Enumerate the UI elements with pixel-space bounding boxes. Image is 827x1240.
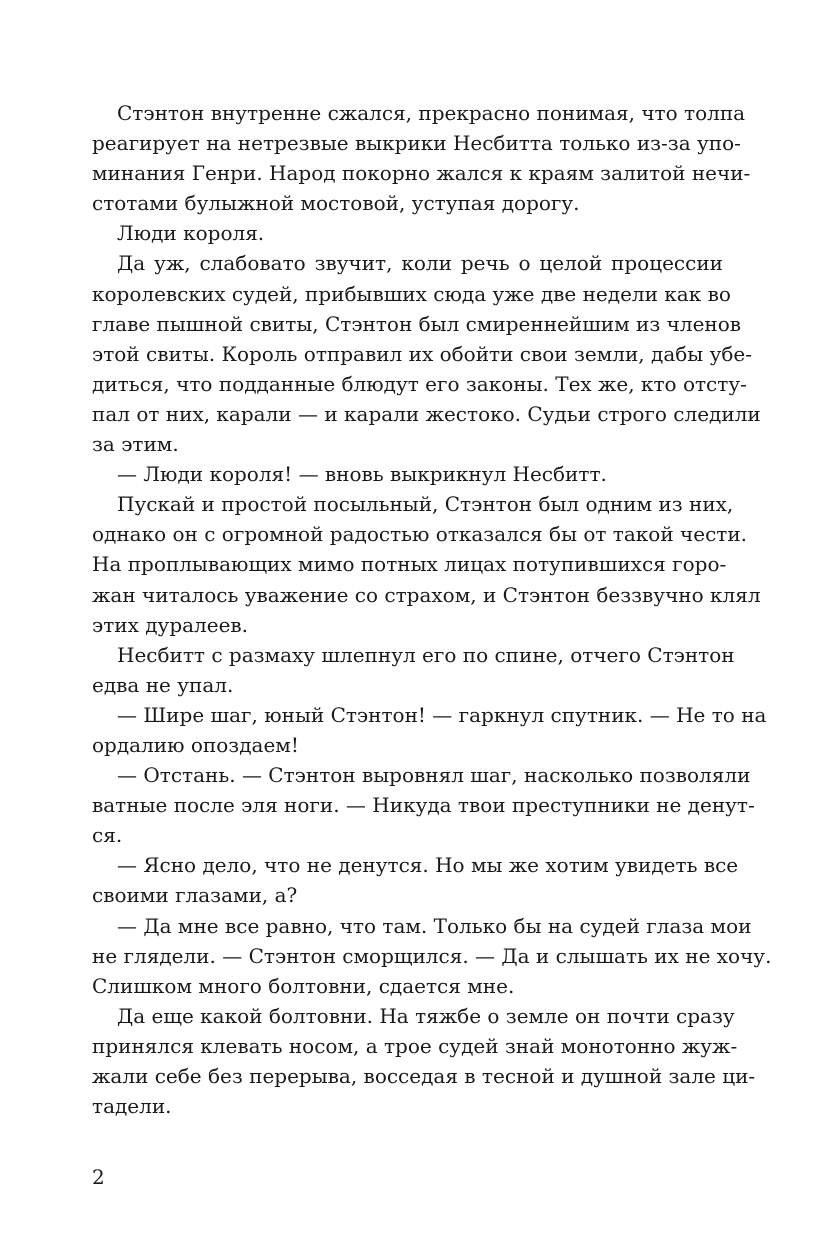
paragraph: [92, 218, 723, 248]
text-line: — Ясно дело, что не денутся. Но мы же хотим увидеть все: [117, 853, 739, 878]
text-line: не глядели. — Стэнтон сморщился. — Да и слышать их не хочу.: [92, 943, 772, 968]
text-line: — Люди короля! — вновь выкрикнул Несбитт.: [117, 462, 607, 487]
text-line: тадели.: [92, 1094, 172, 1119]
text-line: едва не упал.: [92, 672, 234, 697]
text-line: Да еще какой болтовни. На тяжбе о земле он почти сразу: [117, 1003, 735, 1028]
text-line: этой свиты. Король отправил их обойти свои земли, дабы убе-: [92, 341, 752, 366]
text-line: диться, что подданные блюдут его законы. Тех же, кто отсту-: [92, 371, 747, 396]
text-line: пал от них, карали — и карали жестоко. Судьи строго следили: [92, 401, 761, 426]
text-line: Пускай и простой посыльный, Стэнтон был одним из них,: [117, 492, 734, 517]
text-line: Несбитт с размаху шлепнул его по спине, отчего Стэнтон: [117, 642, 735, 667]
text-line: жан читалось уважение со страхом, и Стэнтон беззвучно клял: [92, 582, 761, 607]
text-line: главе пышной свиты, Стэнтон был смиреннейшим из членов: [92, 311, 742, 336]
text-line: своими глазами, а?: [92, 883, 298, 908]
text-line: ватные после эля ноги. — Никуда твои преступники не денут-: [92, 793, 755, 818]
text-line: ордалию опоздаем!: [92, 732, 299, 757]
text-line: королевских судей, прибывших сюда уже две недели как во: [92, 281, 731, 306]
paragraph: [92, 760, 755, 850]
text-line: На проплывающих мимо потных лицах потупившихся горо-: [92, 552, 727, 577]
paragraph: [92, 248, 761, 459]
paragraph: [92, 489, 761, 639]
paragraph: [92, 911, 772, 1001]
paragraph: [92, 850, 739, 910]
text-line: Да уж, слабовато звучит, коли речь о целой процессии: [117, 251, 723, 276]
text-line: принялся клевать носом, а трое судей знай монотонно жуж-: [92, 1033, 738, 1058]
text-line: ся.: [92, 823, 123, 848]
text-line: жали себе без перерыва, восседая в тесной и душной зале ци-: [92, 1064, 756, 1088]
paragraph: [92, 1001, 756, 1121]
text-line: Слишком много болтовни, сдается мне.: [92, 973, 515, 998]
text-line: стотами булыжной мостовой, уступая дорогу.: [92, 191, 580, 216]
text-line: — Отстань. — Стэнтон выровнял шаг, насколько позволяли: [117, 763, 751, 788]
text-line: однако он с огромной радостью отказался бы от такой чести.: [92, 522, 748, 547]
paragraph: [92, 98, 751, 218]
paragraph: [92, 700, 767, 760]
paragraph: [92, 640, 735, 700]
text-line: этих дуралеев.: [92, 612, 249, 637]
paragraph: [92, 459, 723, 489]
page-number: 2: [92, 1165, 105, 1189]
text-line: за этим.: [92, 432, 179, 457]
body-text: [92, 98, 772, 1121]
text-line: — Шире шаг, юный Стэнтон! — гаркнул спутник. — Не то на: [117, 702, 767, 727]
text-line: — Да мне все равно, что там. Только бы на судей глаза мои: [117, 913, 752, 938]
text-line: Стэнтон внутренне сжался, прекрасно понимая, что толпа: [117, 101, 746, 125]
text-line: минания Генри. Народ покорно жался к краям залитой нечи-: [92, 161, 751, 186]
text-line: Люди короля.: [117, 221, 265, 246]
text-line: реагирует на нетрезвые выкрики Несбитта только из-за упо-: [92, 131, 741, 156]
